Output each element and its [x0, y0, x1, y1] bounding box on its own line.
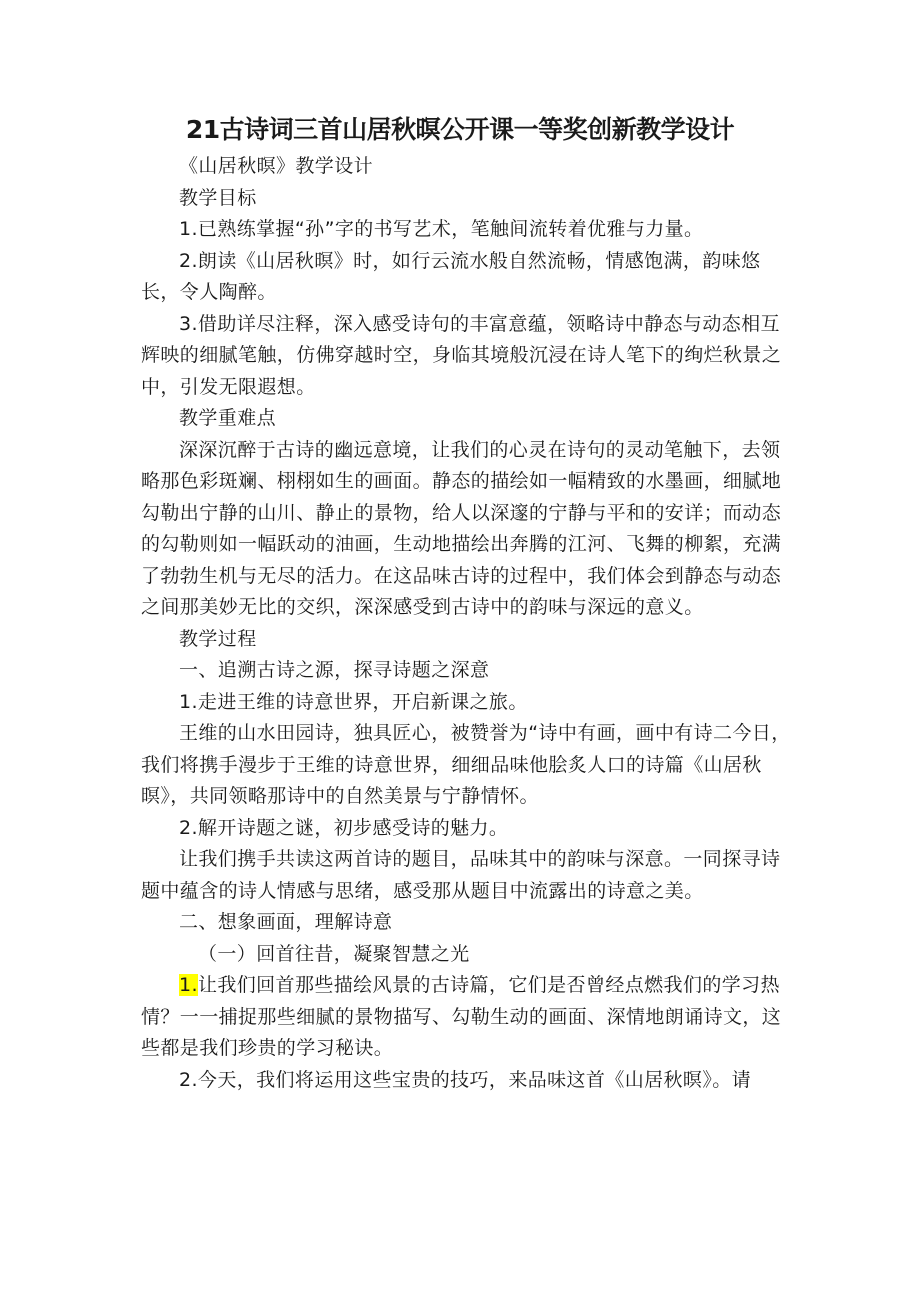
goal-3: 3.借助详尽注释，深入感受诗句的丰富意蕴，领略诗中静态与动态相互辉映的细腻笔触，仿佛穿越时空，身临其境般沉浸在诗人笔下的绚烂秋景之中，引发无限遐想。: [141, 312, 782, 398]
step-2-1-paragraph: [141, 970, 791, 1065]
step-2-1-text: 让我们回首那些描绘风景的古诗篇，它们是否曾经点燃我们的学习热情？一一捕捉那些细腻的景物描写、勾勒生动的画面、深情地朗诵诗文，这些都是我们珍贵的学习秘诀。: [141, 974, 782, 1059]
part-2-heading: 二、想象画面，理解诗意: [179, 911, 393, 933]
step-1-2-heading: 2.解开诗题之谜，初步感受诗的魅力。: [179, 816, 509, 839]
document-title: 21古诗词三首山居秋暝公开课一等奖创新教学设计: [185, 115, 735, 144]
part-1-heading: 一、追溯古诗之源，探寻诗题之深意: [179, 659, 490, 681]
goal-2: 2.朗读《山居秋暝》时，如行云流水般自然流畅，情感饱满，韵味悠长，令人陶醉。: [141, 249, 761, 303]
document-body: [141, 151, 791, 1096]
step-2-2-paragraph: 2.今天，我们将运用这些宝贵的技巧，来品味这首《山居秋暝》。请: [179, 1068, 752, 1091]
step-1-2-paragraph: 让我们携手共读这两首诗的题目，品味其中的韵味与深意。一同探寻诗题中蕴含的诗人情感与思绪，感受那从题目中流露出的诗意之美。: [141, 848, 781, 902]
step-1-1-paragraph: 王维的山水田园诗，独具匠心，被赞誉为“诗中有画，画中有诗二今日，我们将携手漫步于王维的诗意世界，细细品味他脍炙人口的诗篇《山居秋暝》，共同领略那诗中的自然美景与宁静情怀。: [141, 722, 791, 807]
part-2-subheading: （一）回首往昔，凝聚智慧之光: [198, 942, 470, 965]
highlighted-number: 1.: [179, 974, 198, 996]
subtitle: 《山居秋暝》教学设计: [179, 155, 374, 177]
keypoints-heading: 教学重难点: [179, 407, 277, 429]
goals-heading: 教学目标: [179, 186, 257, 209]
keypoints-paragraph: 深深沉醉于古诗的幽远意境，让我们的心灵在诗句的灵动笔触下，去领略那色彩斑斓、栩栩如生的画面。静态的描绘如一幅精致的水墨画，细腻地勾勒出宁静的山川、静止的景物，给人以深邃的宁静与平和的安详；而动态的勾勒则如一幅跃动的油画，生动地描绘出奔腾的江河、飞舞的柳絮，充满了勃勃生机与无尽的活力。在这品味古诗的过程中，我们体会到静态与动态之间那美妙无比的交织，深深感受到古诗中的韵味与深远的意义。: [141, 438, 782, 618]
goal-1: 1.已熟练掌握“孙”字的书写艺术，笔触间流转着优雅与力量。: [179, 218, 704, 240]
process-heading: 教学过程: [179, 627, 257, 650]
step-1-1-heading: 1.走进王维的诗意世界，开启新课之旅。: [179, 690, 528, 713]
